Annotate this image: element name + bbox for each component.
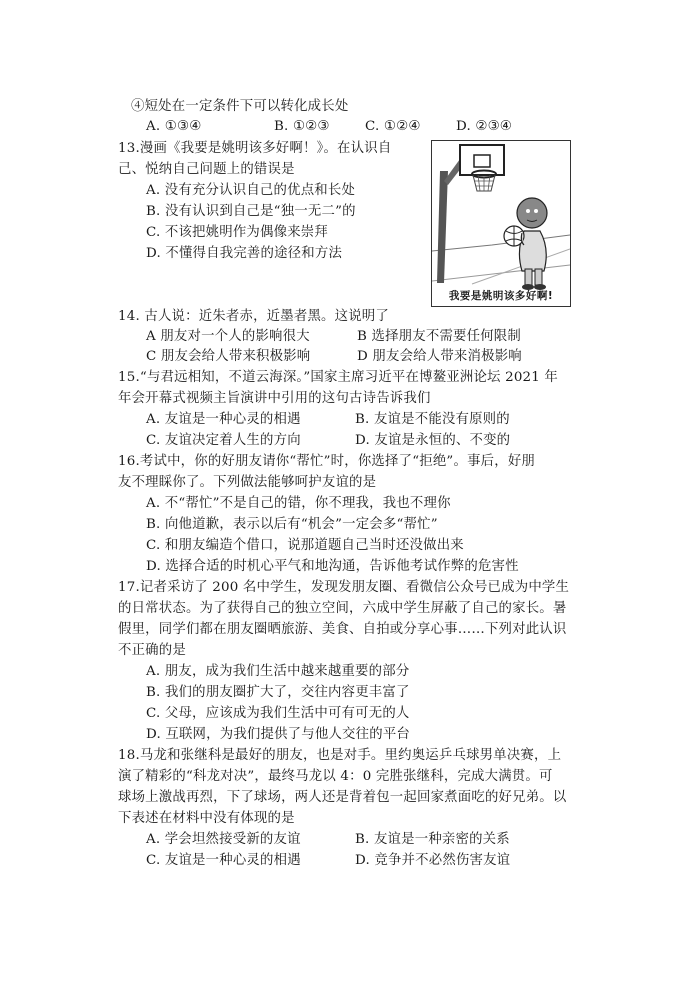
q18-stem-line3: 球场上激战再烈，下了球场，两人还是背着包一起回家煮面吃的好兄弟。以 [118,790,567,805]
q18-stem-line2: 演了精彩的“科龙对决”，最终马龙以 4：0 完胜张继科，完成大满贯。可 [118,769,553,784]
q12-item-4: ④短处在一定条件下可以转化成长处 [131,99,349,114]
q18-option-d: D. 竞争并不必然伤害友谊 [355,853,511,868]
q13-stem-line1: 13.漫画《我要是姚明该多好啊！》。在认识自 [118,141,392,156]
q14-stem: 14. 古人说：近朱者赤，近墨者黑。这说明了 [118,309,389,324]
q18-option-b: B. 友谊是一种亲密的关系 [355,832,510,847]
q14-option-b: B 选择朋友不需要任何限制 [357,329,521,344]
q15-option-a: A. 友谊是一种心灵的相遇 [146,412,301,427]
q17-stem-line1: 17.记者采访了 200 名中学生，发现发朋友圈、看微信公众号已成为中学生 [118,580,570,595]
q15-option-c: C. 友谊决定着人生的方向 [146,433,301,448]
yao-ming-cartoon [431,140,571,307]
q17-option-a: A. 朋友，成为我们生活中越来越重要的部分 [146,664,410,679]
q15-option-b: B. 友谊是不能没有原则的 [355,412,510,427]
q15-stem-line2: 年会开幕式视频主旨演讲中引用的这句古诗告诉我们 [118,391,431,406]
q17-stem-line3: 假里，同学们都在朋友圈晒旅游、美食、自拍或分享心事……下列对此认识 [118,622,567,637]
cartoon-caption: 我要是姚明该多好啊! [448,290,554,302]
q18-stem-line4: 下表述在材料中没有体现的是 [118,811,295,826]
q16-stem-line1: 16.考试中，你的好朋友请你“帮忙”时，你选择了“拒绝”。事后，好朋 [118,454,536,469]
q12-option-b: B. ①②③ [274,119,330,134]
q17-stem-line2: 的日常状态。为了获得自己的独立空间，六成中学生屏蔽了自己的家长。暑 [118,601,567,616]
q16-option-d: D. 选择合适的时机心平气和地沟通，告诉他考试作弊的危害性 [146,559,519,574]
q17-option-d: D. 互联网，为我们提供了与他人交往的平台 [146,727,411,742]
basketball-hoop-illustration [432,141,570,306]
q13-option-d: D. 不懂得自我完善的途径和方法 [146,246,343,261]
q13-stem-line2: 己、悦纳自己问题上的错误是 [118,162,295,177]
q15-stem-line1: 15.“与君远相知，不道云海深。”国家主席习近平在博鳌亚洲论坛 2021 年 [118,370,559,385]
q13-option-a: A. 没有充分认识自己的优点和长处 [146,183,356,198]
q16-option-a: A. 不“帮忙”不是自己的错，你不理我，我也不理你 [146,496,451,511]
q17-option-c: C. 父母，应该成为我们生活中可有可无的人 [146,706,410,721]
q12-option-a: A. ①③④ [146,119,202,134]
q15-option-d: D. 友谊是永恒的、不变的 [355,433,511,448]
q17-option-b: B. 我们的朋友圈扩大了，交往内容更丰富了 [146,685,410,700]
q13-option-b: B. 没有认识到自己是“独一无二”的 [146,204,356,219]
q14-option-d: D 朋友会给人带来消极影响 [357,349,522,364]
q18-option-c: C. 友谊是一种心灵的相遇 [146,853,301,868]
q18-stem-line1: 18.马龙和张继科是最好的朋友，也是对手。里约奥运乒乓球男单决赛，上 [118,748,562,763]
q14-option-c: C 朋友会给人带来积极影响 [146,349,311,364]
q16-option-c: C. 和朋友编造个借口，说那道题自己当时还没做出来 [146,538,464,553]
q16-option-b: B. 向他道歉，表示以后有“机会”一定会多“帮忙” [146,517,438,532]
q13-option-c: C. 不该把姚明作为偶像来崇拜 [146,225,328,240]
q18-option-a: A. 学会坦然接受新的友谊 [146,832,301,847]
q14-option-a: A 朋友对一个人的影响很大 [146,329,310,344]
q16-stem-line2: 友不理睬你了。下列做法能够呵护友谊的是 [118,475,377,490]
q12-option-c: C. ①②④ [365,119,421,134]
q17-stem-line4: 不正确的是 [118,643,186,658]
q12-option-d: D. ②③④ [456,119,513,134]
